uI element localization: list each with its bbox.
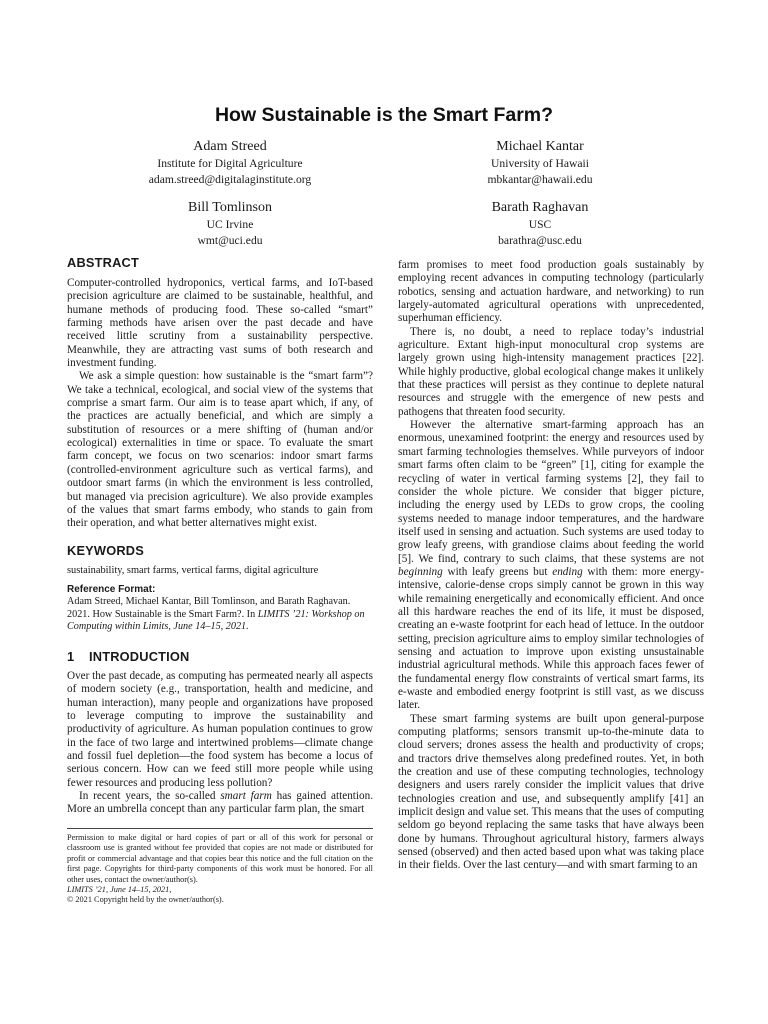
author-block bbox=[400, 138, 680, 187]
section-title: INTRODUCTION bbox=[89, 649, 190, 664]
reference-format-heading: Reference Format: bbox=[67, 583, 156, 595]
intro-paragraph bbox=[67, 790, 373, 817]
reference-format-text bbox=[67, 596, 373, 634]
author-affiliation: Institute for Digital Agriculture bbox=[157, 157, 303, 170]
text-run: with them: more energy-intensive, calorie-dense crops simply cannot be grown in this way while remaining energetically and economically efficient. And once all this hardware reaches the end of its life, it must be disposed, creating an e-waste footprint for each head of lettuce. In the outdoor setting, precision agriculture aims to employ similar technologies of sensing and actuation to improve upon existing unsustainable industrial agricultural methods. While this approach faces fewer of the fundamental energy flow constraints of vertical smart farms, its e-waste and embodied energy footprint is still vast, as we discuss later. bbox=[398, 565, 704, 712]
body-paragraph bbox=[398, 419, 704, 713]
emphasis: beginning bbox=[398, 565, 443, 578]
text-run: has gained attention. More an umbrella concept than any particular farm plan, the smart bbox=[67, 790, 373, 816]
text-run: However the alternative smart-farming approach has an enormous, unexamined footprint: the energy and resources used by smart farming technologies themselves. While purveyors of indoor smart farms often claim to be “green” [1], citing for example the recycling of water in vertical farming systems [2], they fail to consider the whole picture. We consider that bigger picture, including the energy used by LEDs to grow crops, the cooling systems needed to manage indoor temperatures, and the hardware itself used in sensing and actuation. Such systems are used today to grow leafy greens, with grandiose claims about feeding the world [5]. We find, contrary to such claims, that these systems are not bbox=[398, 419, 704, 565]
section-heading bbox=[67, 649, 373, 665]
author-name: Barath Raghavan bbox=[491, 200, 589, 215]
paper-title: How Sustainable is the Smart Farm? bbox=[214, 104, 554, 126]
text-run: with leafy greens but bbox=[442, 565, 553, 578]
author-block bbox=[90, 199, 370, 248]
intro-paragraph: Over the past decade, as computing has permeated nearly all aspects of modern society (e.g., transportation, health and medicine, and human interaction), many people and organizations have proposed to leverage computing to improve the sustainability and productivity of agriculture. As human population continues to grow in the face of two large and intertwined problems—climate change and fossil fuel depletion—the food system has become a locus of serious concern. How can we feed still more people while using fewer resources and producing less pollution? bbox=[67, 670, 373, 789]
author-affiliation: University of Hawaii bbox=[491, 157, 589, 170]
emphasis: smart farm bbox=[220, 790, 272, 803]
author-block bbox=[90, 138, 370, 187]
author-affiliation: UC Irvine bbox=[206, 218, 254, 231]
author-name: Bill Tomlinson bbox=[188, 200, 272, 215]
reference-citation: Adam Streed, Michael Kantar, Bill Tomlinson, and Barath Raghavan. 2021. How Sustainable is the Smart Farm?. In bbox=[67, 596, 351, 620]
emphasis: ending bbox=[552, 565, 583, 578]
body-paragraph: farm promises to meet food production goals sustainably by employing recent advances in computing technology (particularly robotics, sensing and actuation hardware, and networking) to run largely-automated agricultural operations with unprecedented, superhuman efficiency. bbox=[398, 259, 704, 325]
section-number: 1 bbox=[67, 649, 75, 664]
right-column bbox=[398, 259, 704, 873]
footnote-venue: LIMITS ’21, June 14–15, 2021, bbox=[67, 885, 172, 895]
author-affiliation: USC bbox=[528, 218, 552, 231]
keywords-heading: KEYWORDS bbox=[67, 542, 144, 558]
author-name: Adam Streed bbox=[193, 139, 267, 154]
author-email: barathra@usc.edu bbox=[498, 233, 582, 247]
author-email: adam.streed@digitalaginstitute.org bbox=[148, 172, 312, 186]
permission-notice: Permission to make digital or hard copies of part or all of this work for personal or classroom use is granted without fee provided that copies are not made or distributed for profit or commercial advantage and that copies bear this notice and the full citation on the first page. Copyrights for third-party components of this work must be honored. For all other uses, contact the owner/author(s). bbox=[67, 833, 373, 884]
body-paragraph: There is, no doubt, a need to replace today’s industrial agriculture. Extant high-input monocultural crop systems are largely grown using high-intensity management practices [22]. While highly productive, global ecological change makes it unlikely that these practices will persist as they continue to deplete natural resources and struggle with the emergence of new pests and pathogens that threaten food security. bbox=[398, 325, 705, 418]
left-column bbox=[67, 255, 373, 817]
author-name: Michael Kantar bbox=[496, 139, 584, 154]
author-block bbox=[400, 199, 680, 248]
keywords-text: sustainability, smart farms, vertical farms, digital agriculture bbox=[67, 564, 319, 576]
abstract-paragraph: We ask a simple question: how sustainable is the “smart farm”? We take a technical, ecological, and social view of the systems that comprise a smart farm. Our aim is to tease apart which, if any, of the practices are actually beneficial, and which are simply a substitution of resources or a mere shifting of (human and/or ecological) externalities in time or space. To evaluate the smart farm concept, we focus on two scenarios: indoor smart farms (controlled-environment agriculture such as vertical farms), and outdoor smart farms (in which the environment is less controlled, but managed via precision agriculture). We also provide examples of the values that smart farms embody, who stands to gain from their operation, and what better alternatives might exist. bbox=[67, 370, 373, 530]
copyright-footnote bbox=[67, 828, 373, 906]
abstract-paragraph: Computer-controlled hydroponics, vertical farms, and IoT-based precision agriculture are claimed to be sustainable, healthful, and humane methods of producing food. These so-called “smart” farming methods have arisen over the past decade and have received little scrutiny from a sustainability perspective. Meanwhile, they are attracting vast sums of both research and investment funding. bbox=[67, 277, 373, 370]
copyright-notice: © 2021 Copyright held by the owner/author(s). bbox=[67, 895, 224, 905]
reference-venue: LIMITS ’21: Workshop on Computing within Limits, June 14–15, 2021. bbox=[67, 608, 365, 633]
author-email: mbkantar@hawaii.edu bbox=[487, 172, 593, 186]
abstract-heading: ABSTRACT bbox=[67, 255, 139, 270]
author-email: wmt@uci.edu bbox=[197, 233, 263, 247]
text-run: In recent years, the so-called bbox=[79, 790, 221, 803]
body-paragraph: These smart farming systems are built upon general-purpose computing platforms; sensors transmit up-to-the-minute data to cloud servers; drones assess the health and productivity of crops; and tractors drive themselves along predefined routes. Yet, in both the creation and use of these computing technologies, technology designers and users rarely consider the implicit values that drive technologies creation and use, and subsequently amplify [41] an implicit design and value set. This means that the uses of computing seldom go beyond replacing the same tasks that have always been done by humans. Throughout agricultural history, farmers always sensed (observed) and then acted based upon what was taking place in their fields. Over the last century—and with smart farming to an bbox=[398, 712, 704, 872]
